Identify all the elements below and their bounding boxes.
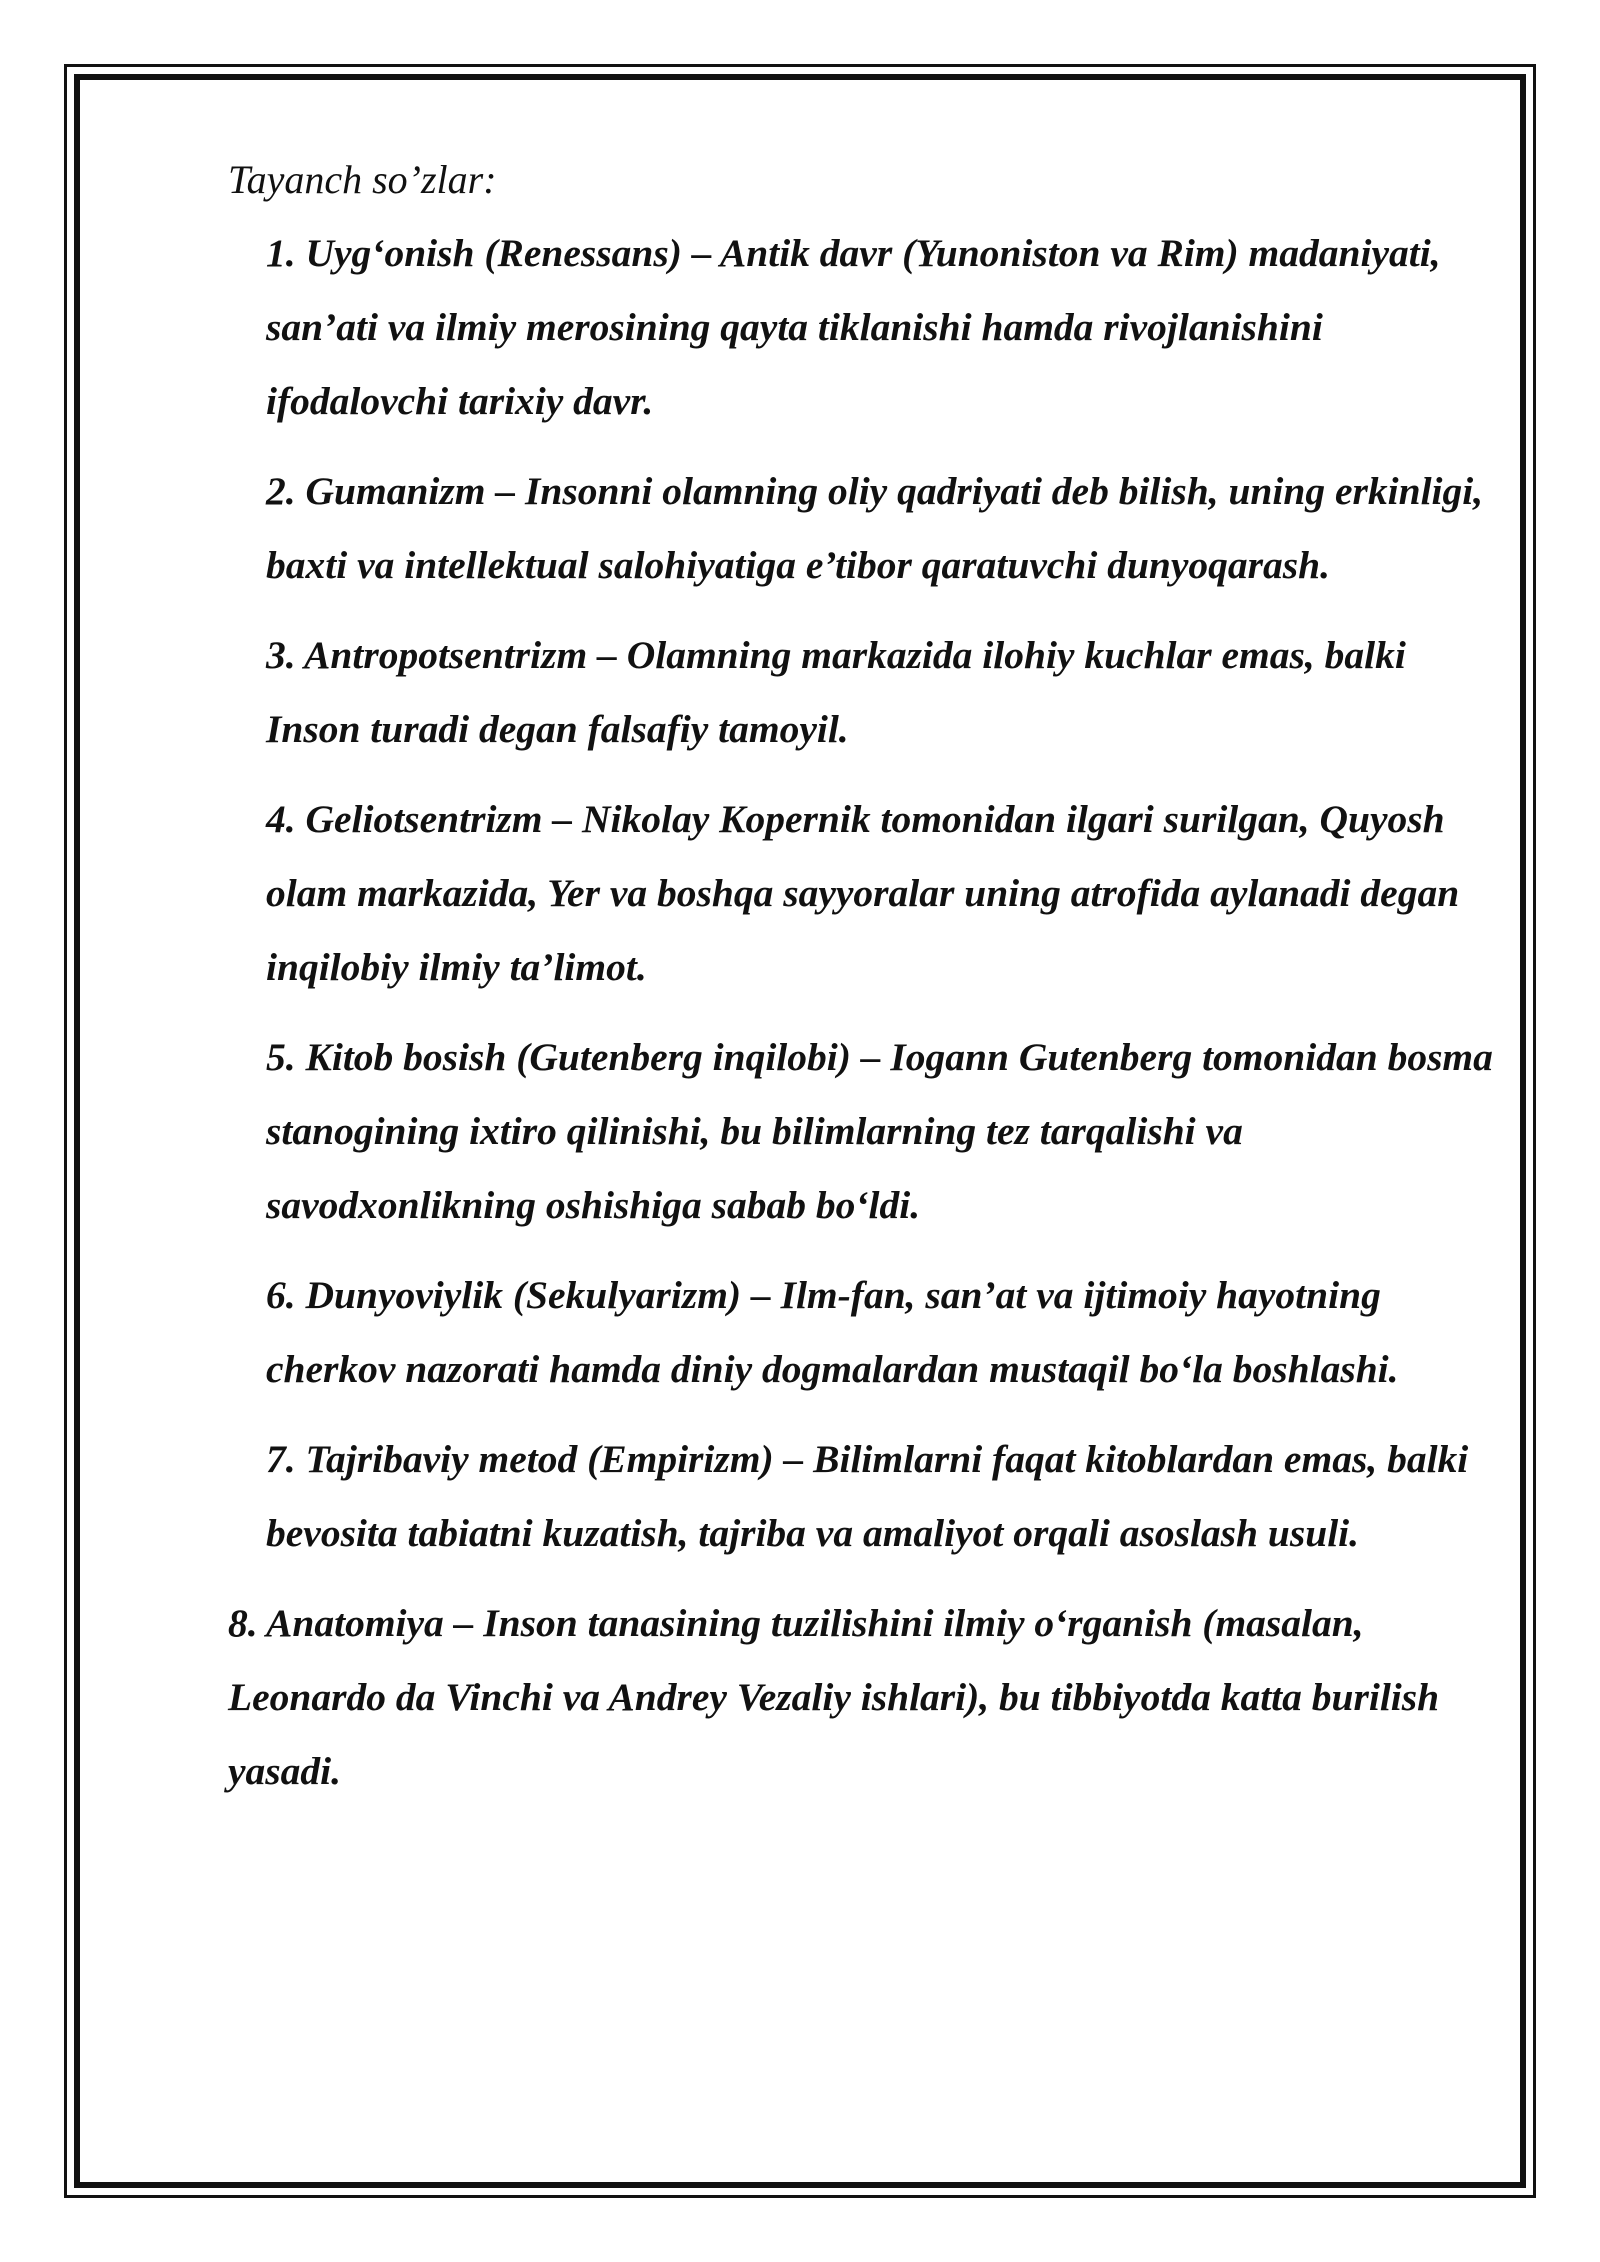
- keyword-item-3: 3. Antropotsentrizm – Olamning markazida ilohiy kuchlar emas, balki Inson turadi degan falsafiy tamoyil.: [266, 633, 1406, 751]
- keyword-item-1: 1. Uyg‘onish (Renessans) – Antik davr (Yunoniston va Rim) madaniyati, san’ati va ilmiy merosining qayta tiklanishi hamda rivojlanishini ifodalovchi tarixiy davr.: [266, 231, 1441, 423]
- keyword-item-8: 8. Anatomiya – Inson tanasining tuzilishini ilmiy o‘rganish (masalan, Leonardo da Vinchi va Andrey Vezaliy ishlari), bu tibbiyotda katta burilish yasadi.: [228, 1601, 1440, 1793]
- keyword-item-6: 6. Dunyoviylik (Sekulyarizm) – Ilm-fan, san’at va ijtimoiy hayotning cherkov nazorati hamda diniy dogmalardan mustaqil bo‘la boshlashi.: [266, 1273, 1399, 1391]
- keyword-item-2: 2. Gumanizm – Insonni olamning oliy qadriyati deb bilish, uning erkinligi, baxti va intellektual salohiyatiga e’tibor qaratuvchi dunyoqarash.: [266, 469, 1484, 587]
- keyword-list: [228, 216, 1498, 1808]
- keyword-item-4: 4. Geliotsentrizm – Nikolay Kopernik tomonidan ilgari surilgan, Quyosh olam markazida, Yer va boshqa sayyoralar uning atrofida aylanadi degan inqilobiy ilmiy ta’limot.: [266, 797, 1460, 989]
- keyword-item-7: 7. Tajribaviy metod (Empirizm) – Bilimlarni faqat kitoblardan emas, balki bevosita tabiatni kuzatish, tajriba va amaliyot orqali asoslash usuli.: [266, 1437, 1469, 1555]
- keywords-heading: Tayanch so’zlar:: [228, 157, 497, 202]
- keyword-item-5: 5. Kitob bosish (Gutenberg inqilobi) – Iogann Gutenberg tomonidan bosma stanogining ixtiro qilinishi, bu bilimlarning tez tarqalishi va savodxonlikning oshishiga sabab bo‘ldi.: [266, 1035, 1493, 1227]
- document-body: [228, 148, 1498, 1824]
